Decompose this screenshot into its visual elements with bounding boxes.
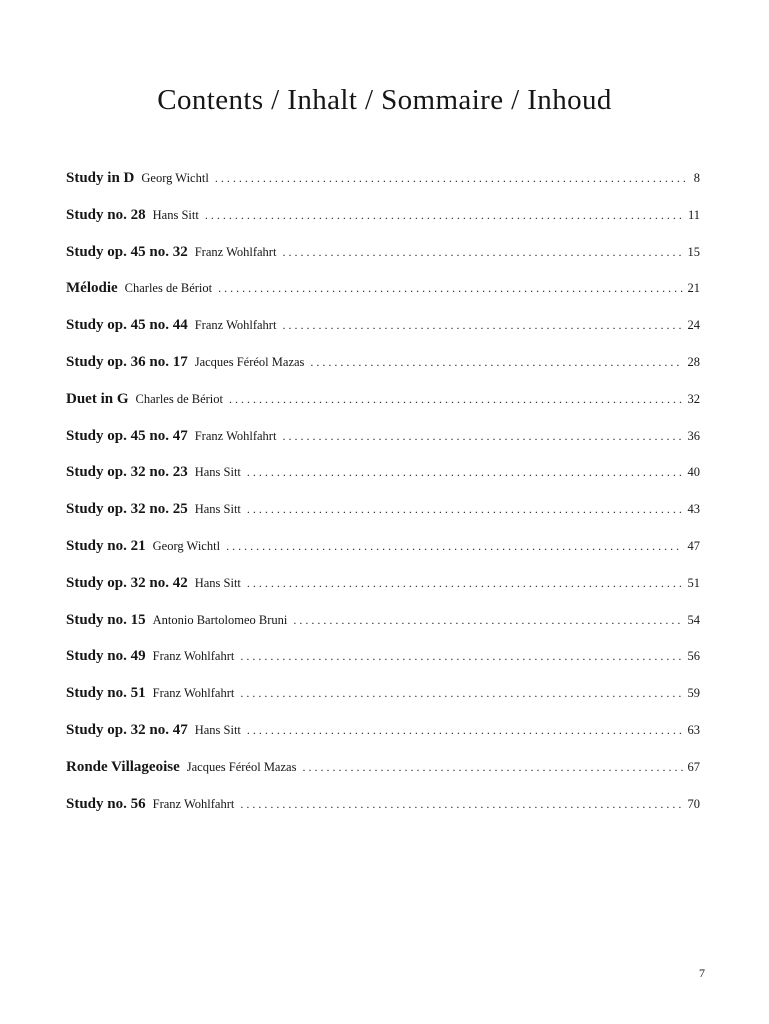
toc-entry-page: 67 (687, 759, 700, 774)
toc-entry-title: Mélodie (66, 280, 118, 297)
dot-leader (240, 797, 682, 812)
dot-leader (247, 502, 683, 517)
toc-entry-composer: Franz Wohlfahrt (152, 686, 235, 701)
toc-entry-page: 32 (687, 391, 700, 406)
toc-entry (66, 317, 700, 354)
dot-leader (226, 539, 682, 554)
toc-entry-page: 54 (687, 612, 700, 627)
toc-entry-title: Study no. 21 (66, 537, 146, 554)
dot-leader (218, 281, 682, 296)
toc-entry (66, 796, 700, 833)
dot-leader (247, 465, 683, 480)
dot-leader (247, 576, 683, 591)
toc-entry-composer: Hans Sitt (194, 502, 241, 517)
toc-entry-page: 40 (687, 465, 700, 480)
toc-entry-page: 70 (687, 796, 700, 811)
dot-leader (282, 245, 682, 260)
toc-entry-title: Ronde Villageoise (66, 758, 180, 775)
toc-entry-page: 28 (687, 354, 700, 369)
toc-entry-composer: Georg Wichtl (141, 171, 209, 185)
toc-entry (66, 207, 700, 244)
toc-entry-composer: Franz Wohlfahrt (152, 796, 235, 811)
toc-entry (66, 428, 700, 465)
toc-entry (66, 280, 700, 317)
dot-leader (240, 686, 682, 701)
toc-entry-composer: Franz Wohlfahrt (194, 318, 277, 333)
toc-entry-composer: Franz Wohlfahrt (194, 428, 277, 443)
toc-entry-composer: Franz Wohlfahrt (194, 244, 277, 259)
toc-entry-title: Study op. 45 no. 44 (66, 317, 188, 334)
toc-entry-composer: Hans Sitt (194, 575, 241, 590)
toc-entry-page: 59 (687, 686, 700, 701)
toc-entry-title: Duet in G (66, 390, 129, 407)
toc-entry (66, 354, 700, 391)
toc-entry-title: Study op. 32 no. 47 (66, 721, 188, 738)
toc-entry-title: Study no. 28 (66, 206, 146, 223)
toc-entry-title: Study in D (66, 170, 135, 186)
toc-entry (66, 501, 700, 538)
toc-entry (66, 464, 700, 501)
toc-entry (66, 685, 700, 722)
dot-leader (282, 429, 682, 444)
toc-entry (66, 759, 700, 796)
toc-entry-title: Study op. 36 no. 17 (66, 353, 188, 370)
toc-entry (66, 391, 700, 428)
page-number: 7 (699, 966, 705, 980)
toc-entry-page: 63 (687, 722, 700, 737)
toc-entry-page: 51 (687, 575, 700, 590)
dot-leader (240, 649, 682, 664)
toc-entry (66, 648, 700, 685)
toc-entry-title: Study no. 51 (66, 685, 146, 702)
toc-entry-composer: Georg Wichtl (152, 538, 221, 553)
dot-leader (205, 208, 683, 223)
dot-leader (310, 355, 682, 370)
table-of-contents (66, 170, 700, 832)
toc-entry-page: 56 (687, 649, 700, 664)
toc-entry-page: 47 (687, 538, 700, 553)
toc-entry-composer: Hans Sitt (194, 465, 241, 480)
toc-entry-page: 15 (687, 244, 700, 259)
toc-entry-page: 21 (687, 281, 700, 296)
toc-entry-composer: Antonio Bartolomeo Bruni (152, 612, 288, 627)
toc-entry-composer: Jacques Féréol Mazas (194, 354, 305, 369)
dot-leader (247, 723, 683, 738)
toc-entry (66, 244, 700, 281)
toc-entry-title: Study op. 32 no. 25 (66, 501, 188, 518)
toc-entry-composer: Hans Sitt (194, 722, 241, 737)
toc-entry-page: 43 (687, 502, 700, 517)
toc-entry-composer: Charles de Bériot (135, 391, 223, 406)
toc-entry-title: Study op. 45 no. 47 (66, 427, 188, 444)
toc-entry-title: Study no. 15 (66, 611, 146, 628)
dot-leader (282, 318, 682, 333)
toc-entry-title: Study op. 45 no. 32 (66, 243, 188, 260)
toc-entry (66, 170, 700, 207)
toc-entry-page: 24 (687, 318, 700, 333)
toc-entry (66, 575, 700, 612)
toc-entry-title: Study op. 32 no. 42 (66, 574, 188, 591)
toc-entry-composer: Hans Sitt (152, 207, 199, 222)
toc-entry-title: Study no. 56 (66, 795, 146, 812)
dot-leader (229, 392, 683, 407)
toc-entry-page: 8 (693, 171, 700, 185)
toc-entry (66, 612, 700, 649)
toc-entry-title: Study op. 32 no. 23 (66, 464, 188, 481)
toc-entry-title: Study no. 49 (66, 648, 146, 665)
toc-entry (66, 538, 700, 575)
dot-leader (293, 613, 682, 628)
toc-entry-composer: Franz Wohlfahrt (152, 649, 235, 664)
toc-entry-composer: Jacques Féréol Mazas (186, 759, 297, 774)
dot-leader (302, 760, 682, 775)
page-title: Contents / Inhalt / Sommaire / Inhoud (157, 84, 612, 116)
toc-entry-page: 11 (687, 207, 700, 222)
toc-entry-composer: Charles de Bériot (124, 281, 213, 296)
toc-entry-page: 36 (687, 428, 700, 443)
dot-leader (215, 171, 689, 186)
toc-entry (66, 722, 700, 759)
